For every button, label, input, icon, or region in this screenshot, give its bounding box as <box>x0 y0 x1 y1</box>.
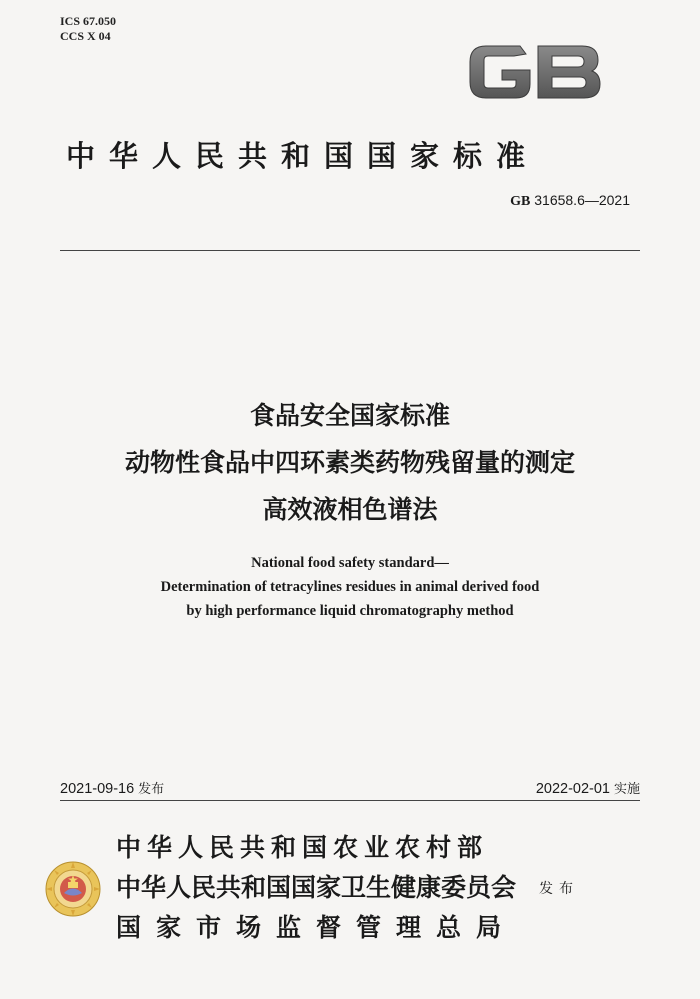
issuer-line: 中华人民共和国国家卫生健康委员会 <box>116 873 517 902</box>
title-en-line: National food safety standard— <box>251 555 449 571</box>
ccs-code: CCS X 04 <box>60 29 111 43</box>
issuing-authorities <box>116 828 516 948</box>
title-cn-line: 食品安全国家标准 <box>249 401 450 430</box>
issue-date-value: 2021-09-16 <box>60 781 135 797</box>
title-cn-line: 动物性食品中四环素类药物残留量的测定 <box>124 448 575 477</box>
title-en-line: Determination of tetracylines residues in animal derived food <box>160 579 540 595</box>
top-divider <box>60 250 640 251</box>
issue-date-label: 发布 <box>138 782 165 797</box>
issuer-line: 中华人民共和国农业农村部 <box>116 833 489 862</box>
issue-date <box>60 778 164 797</box>
classification-codes <box>60 14 116 44</box>
title-english <box>40 551 660 623</box>
issuer-publish-label: 发布 <box>539 881 579 897</box>
bottom-divider <box>60 800 640 801</box>
title-cn-line: 高效液相色谱法 <box>262 495 438 524</box>
gb-logo-icon <box>464 38 604 106</box>
national-emblem-icon <box>44 860 102 918</box>
title-en-line: by high performance liquid chromatography method <box>186 603 514 619</box>
title-chinese <box>40 392 660 533</box>
standard-number <box>510 192 630 210</box>
gb-logo-text: GB <box>534 78 536 79</box>
standard-category-title: 中华人民共和国国家标准 <box>66 139 540 173</box>
standard-number-prefix: GB <box>510 194 531 209</box>
issuer-line: 国家市场监督管理总局 <box>116 913 517 942</box>
effective-date <box>536 778 640 797</box>
ics-code: ICS 67.050 <box>60 14 117 28</box>
effective-date-value: 2022-02-01 <box>535 781 610 797</box>
effective-date-label: 实施 <box>613 782 640 797</box>
standard-number-value: 31658.6—2021 <box>530 192 630 208</box>
